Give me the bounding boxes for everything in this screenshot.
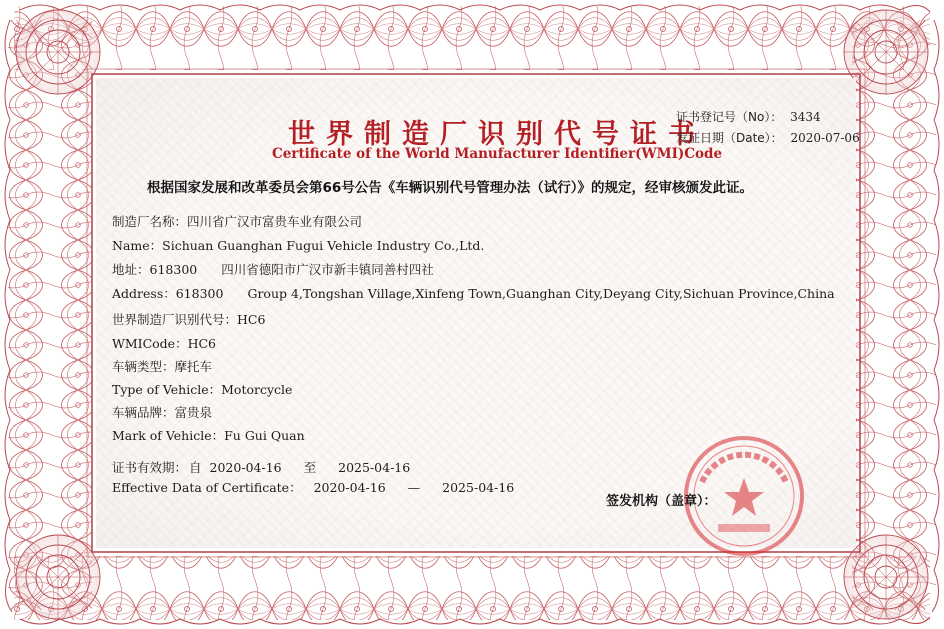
validity-cn-to-word: 至 <box>303 460 317 475</box>
wmi-en-label: WMICode： <box>112 336 188 351</box>
brand-cn-row <box>112 403 212 421</box>
wmi-en-row <box>112 334 216 352</box>
validity-en-label: Effective Data of Certificate： <box>112 480 302 495</box>
wmi-cn-label: 世界制造厂识别代号： <box>112 312 238 327</box>
vehicle-type-en-row <box>112 380 292 398</box>
validity-cn-to: 2025-04-16 <box>338 460 411 475</box>
postcode-cn-value: 618300 <box>149 262 198 277</box>
issue-date-label: 发证日期（Date）： <box>676 131 783 145</box>
validity-en-dash: — <box>407 480 421 495</box>
brand-cn-value: 富贵泉 <box>174 405 213 420</box>
manufacturer-cn-row <box>112 212 362 230</box>
vehicle-type-en-label: Type of Vehicle： <box>112 382 222 397</box>
address-cn-row <box>112 260 434 278</box>
issuer-label: 签发机构（盖章）： <box>606 494 717 509</box>
certificate-intro: 根据国家发展和改革委员会第66号公告《车辆识别代号管理办法（试行）》的规定，经审核颁发此证。 <box>147 180 754 196</box>
validity-cn-label: 证书有效期： <box>112 460 188 475</box>
validity-cn-row <box>112 458 410 476</box>
address-en-value: Group 4,Tongshan Village,Xinfeng Town,Guanghan City,Deyang City,Sichuan Province,China <box>247 286 835 301</box>
registration-number <box>676 108 821 125</box>
brand-cn-label: 车辆品牌： <box>112 405 175 420</box>
brand-en-value: Fu Gui Quan <box>224 428 305 443</box>
manufacturer-en-label: Name： <box>112 238 163 253</box>
validity-cn-from: 2020-04-16 <box>209 460 282 475</box>
wmi-cn-value: HC6 <box>237 312 266 327</box>
wmi-en-value: HC6 <box>187 336 216 351</box>
wmi-cn-row <box>112 310 265 328</box>
address-cn-value: 四川省德阳市广汉市新丰镇同善村四社 <box>221 262 434 277</box>
postcode-en-value: 618300 <box>175 286 224 301</box>
validity-en-to: 2025-04-16 <box>442 480 515 495</box>
certificate-title-en: Certificate of the World Manufacturer Identifier(WMI)Code <box>272 146 723 162</box>
manufacturer-cn-value: 四川省广汉市富贵车业有限公司 <box>187 214 363 229</box>
brand-en-label: Mark of Vehicle： <box>112 428 225 443</box>
validity-en-row <box>112 478 514 496</box>
registration-number-value: 3434 <box>790 110 821 124</box>
issue-date <box>676 129 860 146</box>
vehicle-type-cn-label: 车辆类型： <box>112 359 175 374</box>
issue-date-value: 2020-07-06 <box>790 131 860 145</box>
brand-en-row <box>112 426 305 444</box>
address-cn-label: 地址： <box>112 262 150 277</box>
validity-en-from: 2020-04-16 <box>313 480 386 495</box>
address-en-label: Address： <box>112 286 176 301</box>
vehicle-type-cn-row <box>112 357 212 375</box>
vehicle-type-cn-value: 摩托车 <box>174 359 213 374</box>
address-en-row <box>112 284 835 302</box>
manufacturer-en-row <box>112 236 484 254</box>
registration-number-label: 证书登记号（No）： <box>676 110 783 124</box>
vehicle-type-en-value: Motorcycle <box>221 382 293 397</box>
validity-cn-from-word: 自 <box>189 460 202 475</box>
manufacturer-cn-label: 制造厂名称： <box>112 214 188 229</box>
manufacturer-en-value: Sichuan Guanghan Fugui Vehicle Industry Co.,Ltd. <box>162 238 485 253</box>
certificate-title-cn: 世界制造厂识别代号证书 <box>288 119 706 150</box>
